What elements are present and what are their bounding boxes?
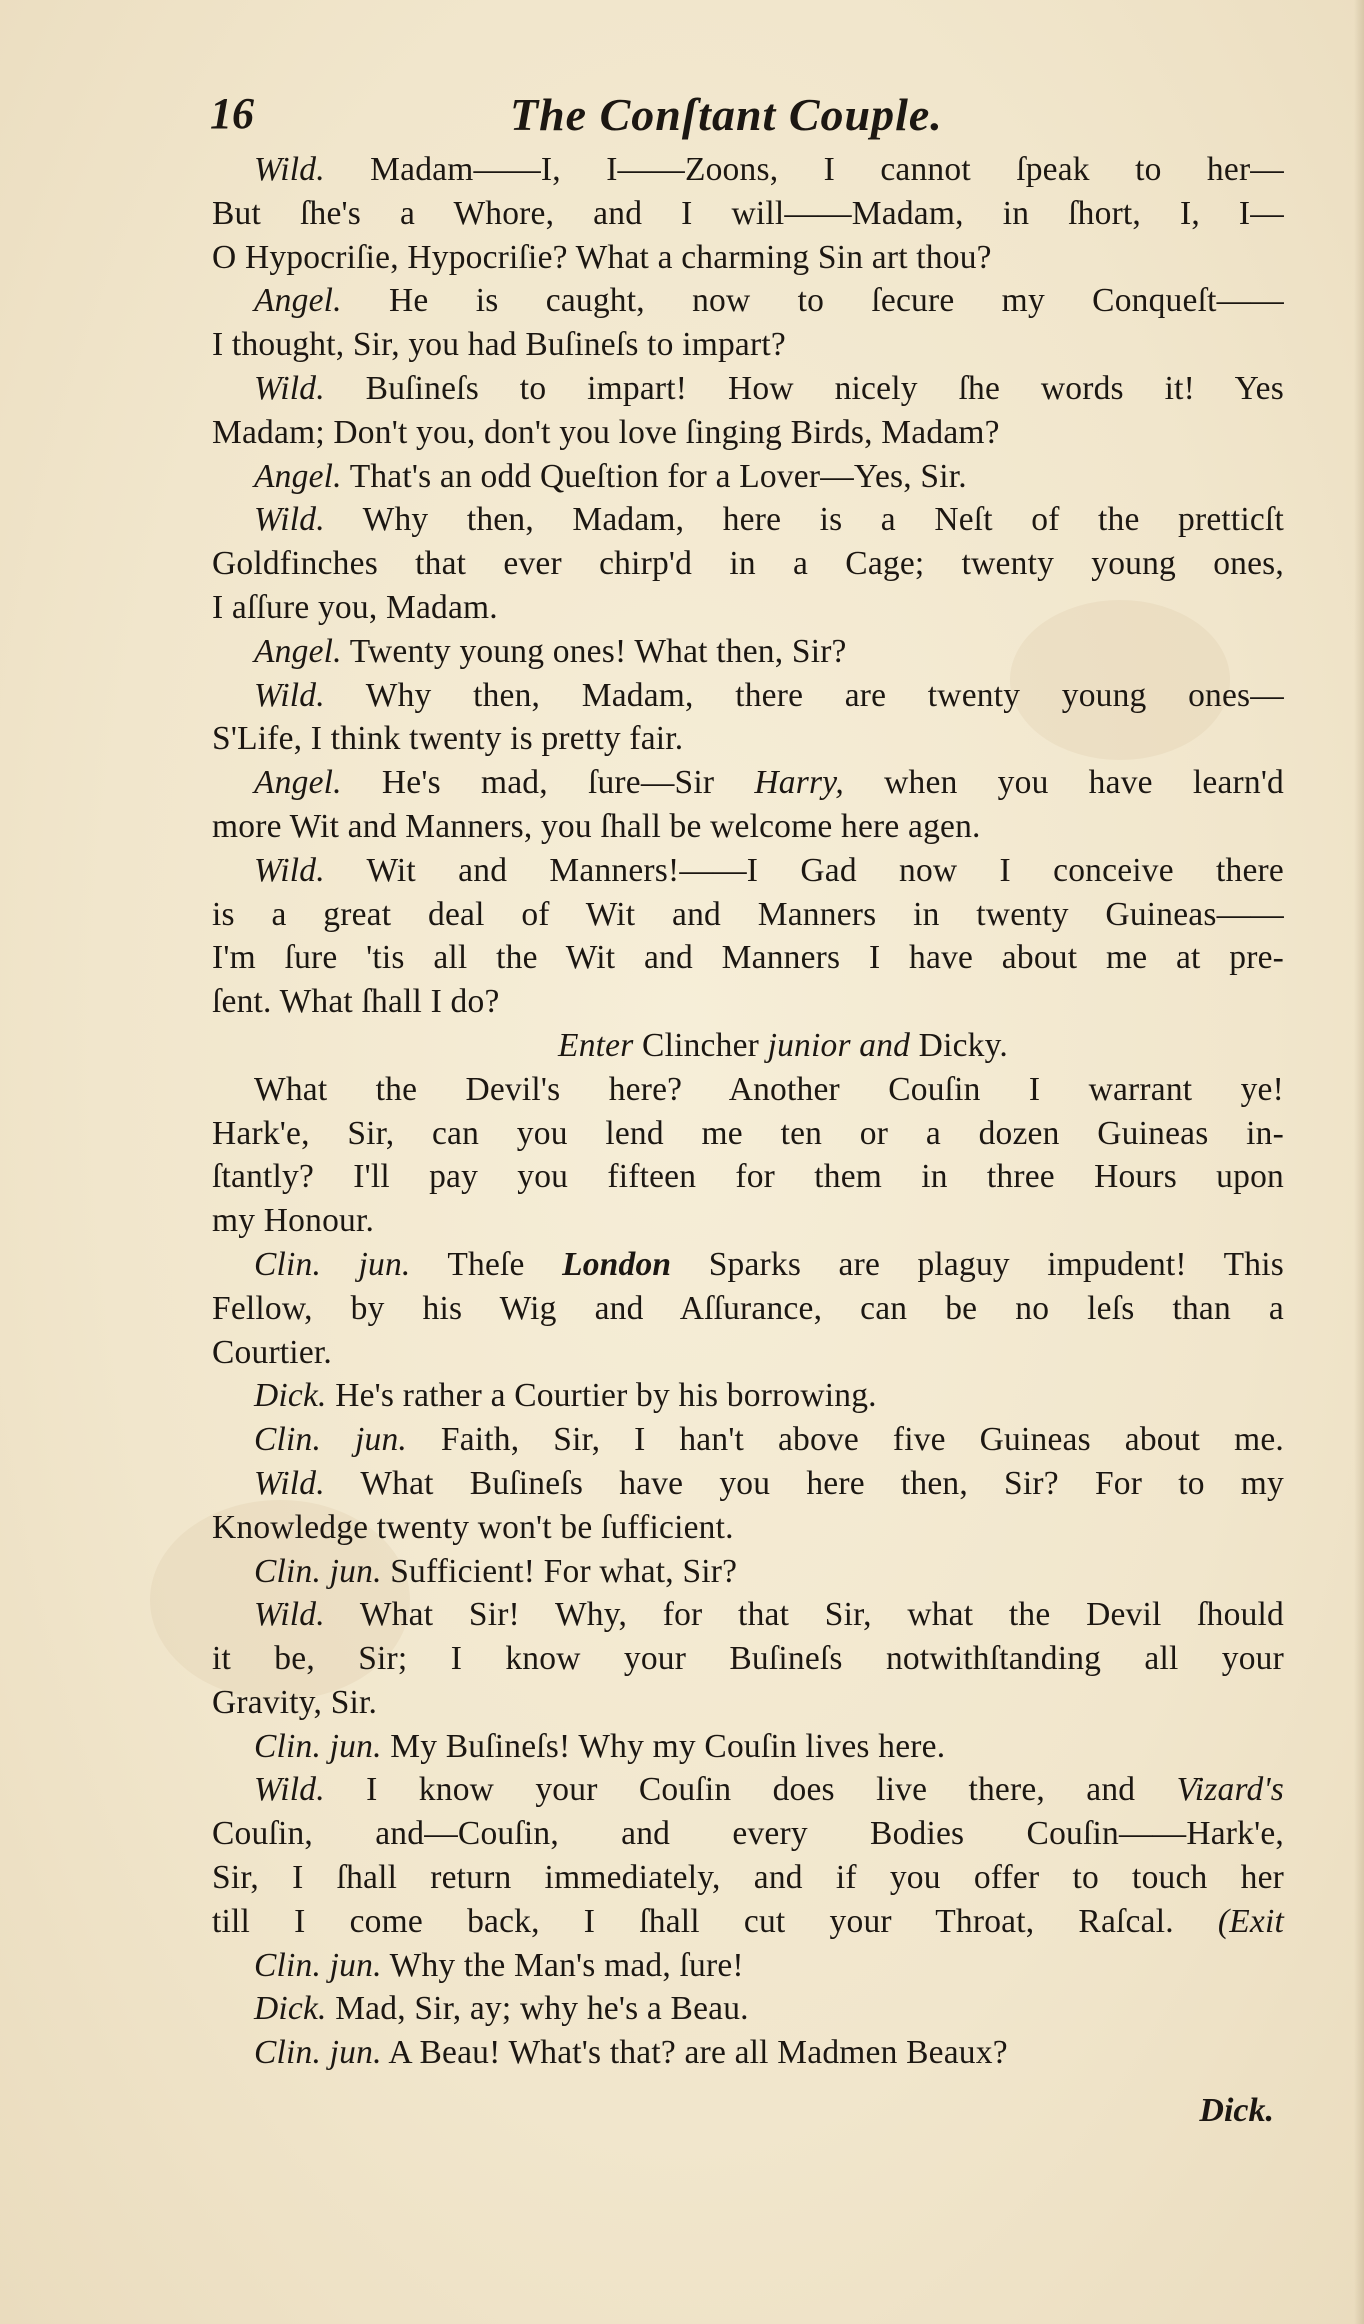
text-line <box>212 1987 1284 2031</box>
speech-text: Gravity, Sir. <box>212 1683 378 1721</box>
speaker-name: Wild. <box>254 676 325 714</box>
catchword: Dick. <box>1199 2092 1274 2129</box>
speech-text: I'm ſure 'tis all the Wit and Manners I have about me at pre- <box>212 939 1284 977</box>
italic-text: Harry, <box>754 764 845 802</box>
text-line <box>212 674 1284 718</box>
speaker-name: Wild. <box>254 369 325 407</box>
speaker-name: Dick. <box>254 1990 327 2028</box>
text-line <box>212 192 1284 236</box>
speaker-name: Clin. jun. <box>254 1946 382 1984</box>
speech-text: I thought, Sir, you had Buſineſs to impart? <box>212 326 786 364</box>
speech-text: it be, Sir; I know your Buſineſs notwithſtanding all your <box>212 1640 1284 1678</box>
play-text <box>212 148 1284 2075</box>
text-line <box>212 1593 1284 1637</box>
text-line <box>212 367 1284 411</box>
text-line <box>212 1112 1284 1156</box>
text-line <box>212 455 1284 499</box>
text-line <box>212 1462 1284 1506</box>
speech-text: O Hypocriſie, Hypocriſie? What a charming Sin art thou? <box>212 238 992 276</box>
speech-text: Twenty young ones! What then, Sir? <box>341 632 847 670</box>
speech-text: That's an odd Queſtion for a Lover—Yes, Sir. <box>341 457 967 495</box>
speech-text: Sparks are plaguy impudent! This <box>671 1245 1284 1283</box>
stage-direction-name: Dicky. <box>910 1026 1008 1064</box>
speech-text: But ſhe's a Whore, and I will——Madam, in ſhort, I, I— <box>212 194 1284 232</box>
speech-text: Fellow, by his Wig and Aſſurance, can be no leſs than a <box>212 1289 1284 1327</box>
text-line <box>212 586 1284 630</box>
italic-text: (Exit <box>1217 1902 1284 1940</box>
speech-text: Courtier. <box>212 1333 332 1371</box>
speaker-name: Angel. <box>254 632 342 670</box>
text-line <box>212 411 1284 455</box>
text-line <box>212 1024 1284 1068</box>
speaker-name: Wild. <box>254 501 325 539</box>
speaker-name: Angel. <box>254 764 342 802</box>
speech-text: He's mad, ſure—Sir <box>341 764 755 802</box>
speaker-name: Clin. jun. <box>254 1552 382 1590</box>
stage-direction: Enter <box>558 1026 634 1064</box>
speech-text: more Wit and Manners, you ſhall be welcome here agen. <box>212 807 981 845</box>
speech-text: I aſſure you, Madam. <box>212 588 498 626</box>
text-line <box>212 236 1284 280</box>
text-line <box>212 980 1284 1024</box>
text-line <box>212 1900 1284 1944</box>
speech-text: What the Devil's here? Another Couſin I warrant ye! <box>254 1070 1284 1108</box>
text-line <box>212 1287 1284 1331</box>
speech-text: ſtantly? I'll pay you fifteen for them in three Hours upon <box>212 1158 1284 1196</box>
text-line <box>212 1199 1284 1243</box>
speech-text: He is caught, now to ſecure my Conqueſt—— <box>341 282 1284 320</box>
stage-direction: junior and <box>767 1026 911 1064</box>
speech-text: when you have learn'd <box>844 764 1284 802</box>
page-header <box>210 88 1284 148</box>
speech-text: Why then, Madam, here is a Neſt of the pretticſt <box>324 501 1284 539</box>
page-edge-shadow <box>1354 0 1364 2324</box>
speech-text: is a great deal of Wit and Manners in twenty Guineas—— <box>212 895 1284 933</box>
speech-text: ſent. What ſhall I do? <box>212 983 500 1021</box>
speech-text: Buſineſs to impart! How nicely ſhe words it! Yes <box>324 369 1284 407</box>
speaker-name: Clin. jun. <box>254 1421 407 1459</box>
speech-text: I know your Couſin does live there, and <box>324 1771 1177 1809</box>
text-line <box>212 1374 1284 1418</box>
speech-text: Goldfinches that ever chirp'd in a Cage; twenty young ones, <box>212 545 1284 583</box>
speech-text: Madam; Don't you, don't you love ſinging Birds, Madam? <box>212 413 1000 451</box>
text-line <box>212 1331 1284 1375</box>
text-line <box>212 717 1284 761</box>
speech-text: Why then, Madam, there are twenty young ones— <box>324 676 1284 714</box>
text-line <box>212 1681 1284 1725</box>
speech-text: my Honour. <box>212 1202 375 1240</box>
text-line <box>212 1768 1284 1812</box>
speaker-name: Wild. <box>254 1596 325 1634</box>
speech-text: Mad, Sir, ay; why he's a Beau. <box>326 1990 749 2028</box>
speech-text: Hark'e, Sir, can you lend me ten or a dozen Guineas in- <box>212 1114 1284 1152</box>
speech-text: Sufficient! For what, Sir? <box>381 1552 738 1590</box>
text-line <box>212 1856 1284 1900</box>
text-line <box>212 893 1284 937</box>
speaker-name: Clin. jun. <box>254 1245 411 1283</box>
speech-text: A Beau! What's that? are all Madmen Beaux? <box>381 2034 1008 2072</box>
speaker-name: Clin. jun. <box>254 2034 382 2072</box>
text-line <box>212 148 1284 192</box>
text-line <box>212 542 1284 586</box>
speech-text: Faith, Sir, I han't above five Guineas about me. <box>406 1421 1284 1459</box>
text-line <box>212 279 1284 323</box>
speaker-name: Clin. jun. <box>254 1727 382 1765</box>
text-line <box>212 761 1284 805</box>
text-line <box>212 323 1284 367</box>
italic-text: Vizard's <box>1176 1771 1284 1809</box>
text-line <box>212 498 1284 542</box>
speaker-name: Angel. <box>254 282 342 320</box>
speaker-name: Wild. <box>254 851 325 889</box>
text-line <box>212 1944 1284 1988</box>
speech-text: Madam——I, I——Zoons, I cannot ſpeak to her— <box>324 151 1284 188</box>
text-line <box>212 2031 1284 2075</box>
speech-text: Theſe <box>410 1245 563 1283</box>
speech-text: Sir, I ſhall return immediately, and if you offer to touch her <box>212 1859 1284 1897</box>
text-line <box>212 849 1284 893</box>
text-line <box>212 1812 1284 1856</box>
speaker-name: Wild. <box>254 1464 325 1502</box>
italic-text: London <box>562 1245 672 1283</box>
speaker-name: Wild. <box>254 151 325 188</box>
text-line <box>212 1637 1284 1681</box>
text-line <box>212 1506 1284 1550</box>
text-line <box>212 1068 1284 1112</box>
text-line <box>212 1155 1284 1199</box>
speech-text: Why the Man's mad, ſure! <box>381 1946 744 1984</box>
speech-text: till I come back, I ſhall cut your Throat, Raſcal. <box>212 1902 1218 1940</box>
stage-direction-name: Clincher <box>633 1026 768 1064</box>
speech-text: S'Life, I think twenty is pretty fair. <box>212 720 684 758</box>
speech-text: Wit and Manners!——I Gad now I conceive there <box>324 851 1284 889</box>
text-line <box>212 1725 1284 1769</box>
speech-text: He's rather a Courtier by his borrowing. <box>326 1377 877 1415</box>
speaker-name: Dick. <box>254 1377 327 1415</box>
text-line <box>212 1243 1284 1287</box>
text-line <box>212 1418 1284 1462</box>
speaker-name: Wild. <box>254 1771 325 1809</box>
running-title: The Conſtant Couple. <box>510 89 943 140</box>
speech-text: What Buſineſs have you here then, Sir? For to my <box>324 1464 1284 1502</box>
speaker-name: Angel. <box>254 457 342 495</box>
text-line <box>212 805 1284 849</box>
text-line <box>212 630 1284 674</box>
speech-text: Knowledge twenty won't be ſufficient. <box>212 1508 734 1546</box>
speech-text: What Sir! Why, for that Sir, what the Devil ſhould <box>324 1596 1284 1634</box>
speech-text: Couſin, and—Couſin, and every Bodies Couſin——Hark'e, <box>212 1815 1284 1853</box>
text-line <box>212 936 1284 980</box>
text-line <box>212 1550 1284 1594</box>
page-number: 16 <box>210 89 254 138</box>
speech-text: My Buſineſs! Why my Couſin lives here. <box>381 1727 946 1765</box>
